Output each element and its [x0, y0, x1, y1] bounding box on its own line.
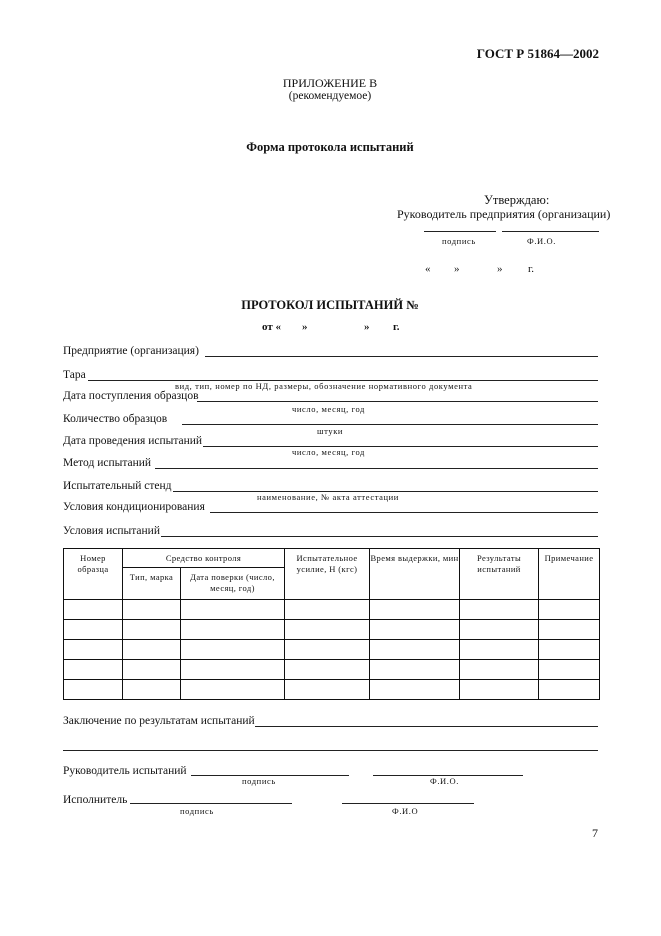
- executor-signature-caption: подпись: [180, 806, 214, 816]
- table-cell[interactable]: [460, 680, 539, 700]
- sample-count-label: Количество образцов: [63, 413, 168, 425]
- method-field[interactable]: [155, 468, 598, 469]
- col-results: Результаты испытаний: [460, 549, 539, 600]
- executor-label: Исполнитель: [63, 794, 128, 806]
- arrival-date-caption: число, месяц, год: [292, 404, 365, 414]
- table-row: [64, 680, 600, 700]
- protocol-date-from: от «: [262, 321, 282, 333]
- table-cell[interactable]: [539, 660, 600, 680]
- table-cell[interactable]: [460, 600, 539, 620]
- table-cell[interactable]: [460, 640, 539, 660]
- executor-signature-line[interactable]: [130, 803, 292, 804]
- test-head-signature-caption: подпись: [242, 776, 276, 786]
- table-cell[interactable]: [181, 680, 285, 700]
- conditioning-field[interactable]: [210, 512, 598, 513]
- table-cell[interactable]: [64, 680, 123, 700]
- approval-signature-caption: подпись: [442, 236, 476, 246]
- stand-caption: наименование, № акта аттестации: [257, 492, 399, 502]
- table-cell[interactable]: [539, 640, 600, 660]
- table-cell[interactable]: [285, 640, 370, 660]
- table-cell[interactable]: [123, 680, 181, 700]
- test-date-label: Дата проведения испытаний: [63, 435, 203, 447]
- arrival-date-field[interactable]: [197, 401, 598, 402]
- col-type: Тип, марка: [123, 568, 181, 600]
- protocol-year-quote: »: [364, 321, 370, 333]
- table-cell[interactable]: [123, 640, 181, 660]
- col-test-force: Испытательное усилие, Н (кгс): [285, 549, 370, 600]
- enterprise-field[interactable]: [205, 356, 598, 357]
- results-table: [63, 548, 600, 700]
- approval-name-caption: Ф.И.О.: [527, 236, 556, 246]
- form-title: Форма протокола испытаний: [246, 140, 414, 154]
- table-cell[interactable]: [370, 600, 460, 620]
- table-cell[interactable]: [539, 600, 600, 620]
- table-cell[interactable]: [460, 660, 539, 680]
- standard-number: ГОСТ Р 51864—2002: [476, 46, 599, 61]
- appendix-subtitle: (рекомендуемое): [288, 90, 372, 102]
- table-row: [64, 660, 600, 680]
- table-cell[interactable]: [123, 600, 181, 620]
- col-sample-number: Номер образца: [64, 549, 123, 600]
- protocol-date-close: »: [302, 321, 308, 333]
- arrival-date-label: Дата поступления образцов: [63, 390, 199, 402]
- tara-caption: вид, тип, номер по НД, размеры, обозначение нормативного документа: [175, 381, 473, 391]
- test-head-label: Руководитель испытаний: [63, 765, 187, 777]
- approval-label: Утверждаю:: [484, 193, 550, 207]
- table-cell[interactable]: [64, 660, 123, 680]
- approval-head: Руководитель предприятия (организации): [397, 207, 611, 221]
- appendix-title: ПРИЛОЖЕНИЕ В: [282, 76, 378, 90]
- table-cell[interactable]: [285, 680, 370, 700]
- approval-year-quote: »: [497, 263, 503, 275]
- col-note: Примечание: [539, 549, 600, 600]
- table-cell[interactable]: [181, 600, 285, 620]
- sample-count-caption: штуки: [317, 426, 344, 436]
- table-cell[interactable]: [370, 660, 460, 680]
- table-cell[interactable]: [285, 600, 370, 620]
- approval-date-close: »: [454, 263, 460, 275]
- executor-name-line[interactable]: [342, 803, 474, 804]
- test-conditions-label: Условия испытаний: [63, 525, 160, 537]
- table-cell[interactable]: [370, 620, 460, 640]
- table-cell[interactable]: [370, 680, 460, 700]
- table-cell[interactable]: [123, 620, 181, 640]
- table-cell[interactable]: [539, 680, 600, 700]
- table-cell[interactable]: [539, 620, 600, 640]
- test-date-field[interactable]: [203, 446, 598, 447]
- stand-label: Испытательный стенд: [63, 480, 172, 492]
- table-cell[interactable]: [370, 640, 460, 660]
- table-row: [64, 620, 600, 640]
- conditioning-label: Условия кондиционирования: [63, 501, 205, 513]
- page-number: 7: [592, 826, 598, 840]
- test-head-name-caption: Ф.И.О.: [430, 776, 459, 786]
- col-hold-time: Время выдержки, мин: [370, 549, 460, 600]
- method-label: Метод испытаний: [63, 457, 152, 469]
- approval-year-suffix: г.: [528, 263, 535, 275]
- table-cell[interactable]: [181, 620, 285, 640]
- table-cell[interactable]: [285, 660, 370, 680]
- test-date-caption: число, месяц, год: [292, 447, 365, 457]
- table-cell[interactable]: [460, 620, 539, 640]
- conclusion-field[interactable]: [255, 726, 598, 727]
- table-cell[interactable]: [64, 640, 123, 660]
- protocol-title: ПРОТОКОЛ ИСПЫТАНИЙ №: [241, 298, 419, 312]
- approval-date-open: «: [425, 263, 431, 275]
- approval-signature-line[interactable]: [424, 231, 496, 232]
- executor-name-caption: Ф.И.О: [392, 806, 419, 816]
- col-verification-date: Дата поверки (число, месяц, год): [181, 568, 285, 600]
- approval-name-line[interactable]: [502, 231, 599, 232]
- sample-count-field[interactable]: [182, 424, 598, 425]
- table-cell[interactable]: [64, 600, 123, 620]
- enterprise-label: Предприятие (организация): [63, 345, 199, 357]
- col-control-means: Средство контроля: [123, 549, 285, 568]
- table-cell[interactable]: [181, 660, 285, 680]
- protocol-year-suffix: г.: [393, 321, 400, 333]
- conclusion-label: Заключение по результатам испытаний: [63, 715, 255, 727]
- table-cell[interactable]: [123, 660, 181, 680]
- test-conditions-field[interactable]: [161, 536, 598, 537]
- table-row: [64, 640, 600, 660]
- table-row: [64, 600, 600, 620]
- table-cell[interactable]: [64, 620, 123, 640]
- conclusion-field-continued[interactable]: [63, 750, 598, 751]
- table-cell[interactable]: [181, 640, 285, 660]
- table-cell[interactable]: [285, 620, 370, 640]
- tara-label: Тара: [63, 369, 86, 381]
